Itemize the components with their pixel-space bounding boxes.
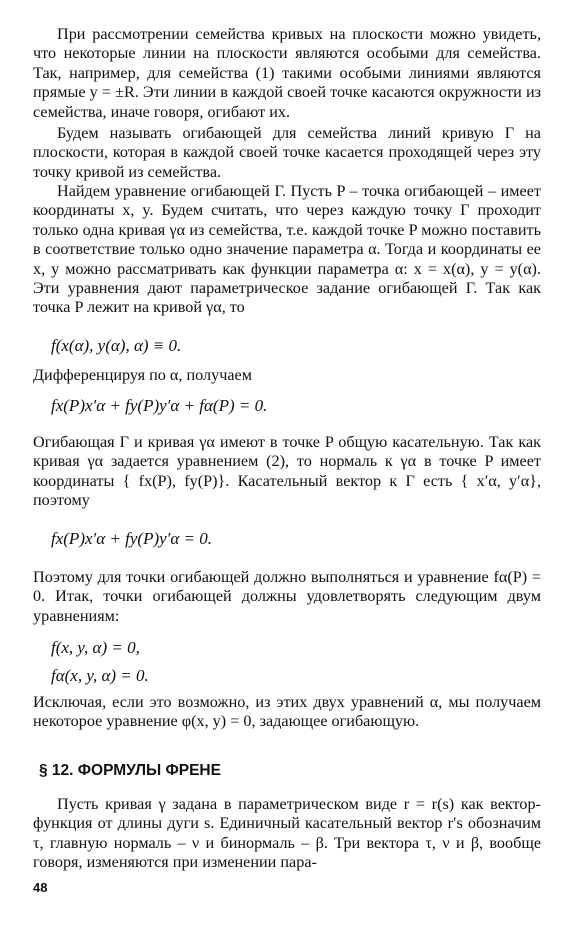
paragraph-2: Будем называть огибающей для семейства линий кривую Γ на плоскости, которая в каждой своей точке касается проходящей через эту точку кривой из семейства. [33, 124, 541, 181]
formula-3: fx(P)x′α + fy(P)y′α = 0. [51, 529, 213, 548]
page-number: 48 [33, 880, 48, 895]
paragraph-5: Огибающая Γ и кривая γα имеют в точке P общую касательную. Так как кривая γα задается уравнением (2), то нормаль к γα в точке P имеет координаты { fx(P), fy(P)}. Касательный вектор к Γ есть { x′α, y′α}, поэтому [33, 433, 541, 510]
formula-1: f(x(α), y(α), α) ≡ 0. [51, 336, 182, 355]
formula-2: fx(P)x′α + fy(P)y′α + fα(P) = 0. [51, 396, 268, 415]
paragraph-7: Исключая, если это возможно, из этих двух уравнений α, мы получаем некоторое уравнение φ(x, y) = 0, задающее огибающую. [33, 693, 541, 731]
paragraph-3: Найдем уравнение огибающей Γ. Пусть P – точка огибающей – имеет координаты x, y. Будем считать, что через каждую точку Γ проходит только одна кривая γα из семейства, т.е. каждой точке P можно поставить в соответствие только одно значение параметра α. Тогда и координаты ее x, y можно рассматривать как функции параметра α: x = x(α), y = y(α). Эти уравнения дают параметрическое задание огибающей Γ. Так как точка P лежит на кривой γα, то [33, 182, 541, 317]
formula-5: fα(x, y, α) = 0. [51, 666, 149, 685]
paragraph-6: Поэтому для точки огибающей должно выполняться и уравнение fα(P) = 0. Итак, точки огибающей должны удовлетворять следующим двум уравнениям: [33, 568, 541, 625]
section-heading: § 12. ФОРМУЛЫ ФРЕНЕ [39, 762, 221, 779]
paragraph-8: Пусть кривая γ задана в параметрическом виде r = r(s) как вектор-функция от длины дуги s. Единичный касательный вектор r′s обозначим τ, главную нормаль – ν и бинормаль – β. Три вектора τ, ν и β, вообще говоря, изменяются при изменении пара- [33, 795, 541, 872]
paragraph-4: Дифференцируя по α, получаем [33, 366, 252, 384]
formula-4: f(x, y, α) = 0, [51, 638, 140, 657]
paragraph-1: При рассмотрении семейства кривых на плоскости можно увидеть, что некоторые линии на плоскости являются особыми для семейства. Так, например, для семейства (1) такими особыми линиями являются прямые y = ±R. Эти линии в каждой своей точке касаются окружности из семейства, иначе говоря, огибают их. [33, 25, 541, 121]
